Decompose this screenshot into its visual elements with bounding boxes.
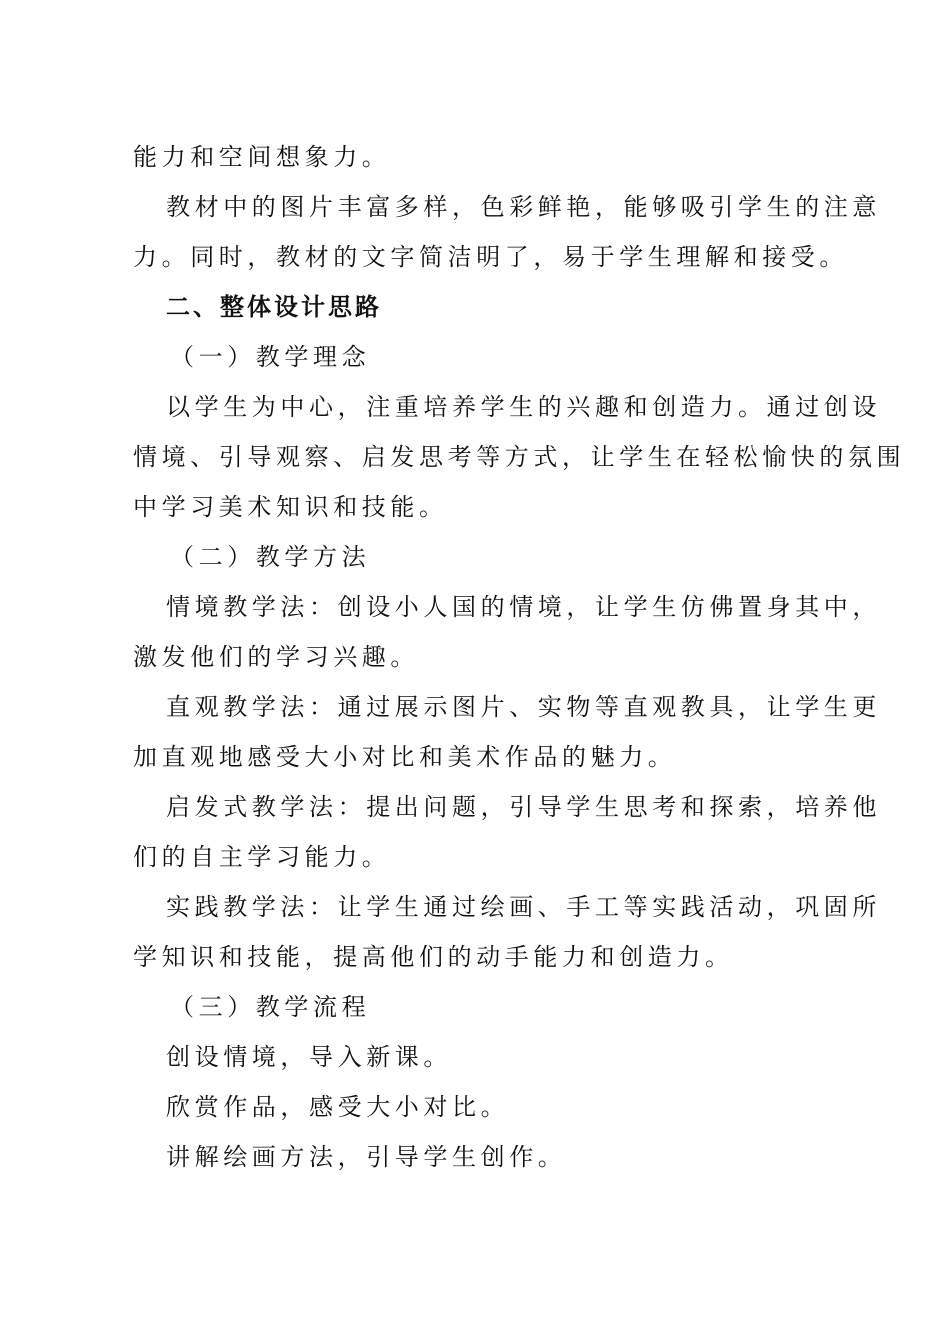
- textbook-paragraph-line-1: 教材中的图片丰富多样，色彩鲜艳，能够吸引学生的注意: [166, 193, 881, 221]
- method-heuristic-line-1: 启发式教学法：提出问题，引导学生思考和探索，培养他: [166, 793, 881, 821]
- section-heading: 二、整体设计思路: [166, 292, 382, 321]
- philosophy-paragraph-line-3: 中学习美术知识和技能。: [133, 493, 448, 521]
- method-visual-line-1: 直观教学法：通过展示图片、实物等直观教具，让学生更: [166, 693, 881, 721]
- method-practice-line-2: 学知识和技能，提高他们的动手能力和创造力。: [133, 943, 734, 971]
- subsection-heading-methods: （二）教学方法: [170, 543, 371, 571]
- textbook-paragraph-line-2: 力。同时，教材的文字简洁明了，易于学生理解和接受。: [133, 243, 848, 271]
- process-step: 欣赏作品，感受大小对比。: [166, 1093, 510, 1121]
- method-practice-line-1: 实践教学法：让学生通过绘画、手工等实践活动，巩固所: [166, 893, 881, 921]
- method-heuristic-line-2: 们的自主学习能力。: [133, 843, 391, 871]
- philosophy-paragraph-line-1: 以学生为中心，注重培养学生的兴趣和创造力。通过创设: [166, 393, 881, 421]
- philosophy-paragraph-line-2: 情境、引导观察、启发思考等方式，让学生在轻松愉快的氛围: [133, 443, 906, 471]
- method-situational-line-1: 情境教学法：创设小人国的情境，让学生仿佛置身其中，: [166, 593, 881, 621]
- process-step: 讲解绘画方法，引导学生创作。: [166, 1143, 567, 1171]
- intro-paragraph-tail: 能力和空间想象力。: [133, 143, 391, 171]
- subsection-heading-philosophy: （一）教学理念: [170, 343, 371, 371]
- method-visual-line-2: 加直观地感受大小对比和美术作品的魅力。: [133, 743, 677, 771]
- method-situational-line-2: 激发他们的学习兴趣。: [133, 643, 419, 671]
- process-step: 创设情境，导入新课。: [166, 1043, 452, 1071]
- subsection-heading-process: （三）教学流程: [170, 993, 371, 1021]
